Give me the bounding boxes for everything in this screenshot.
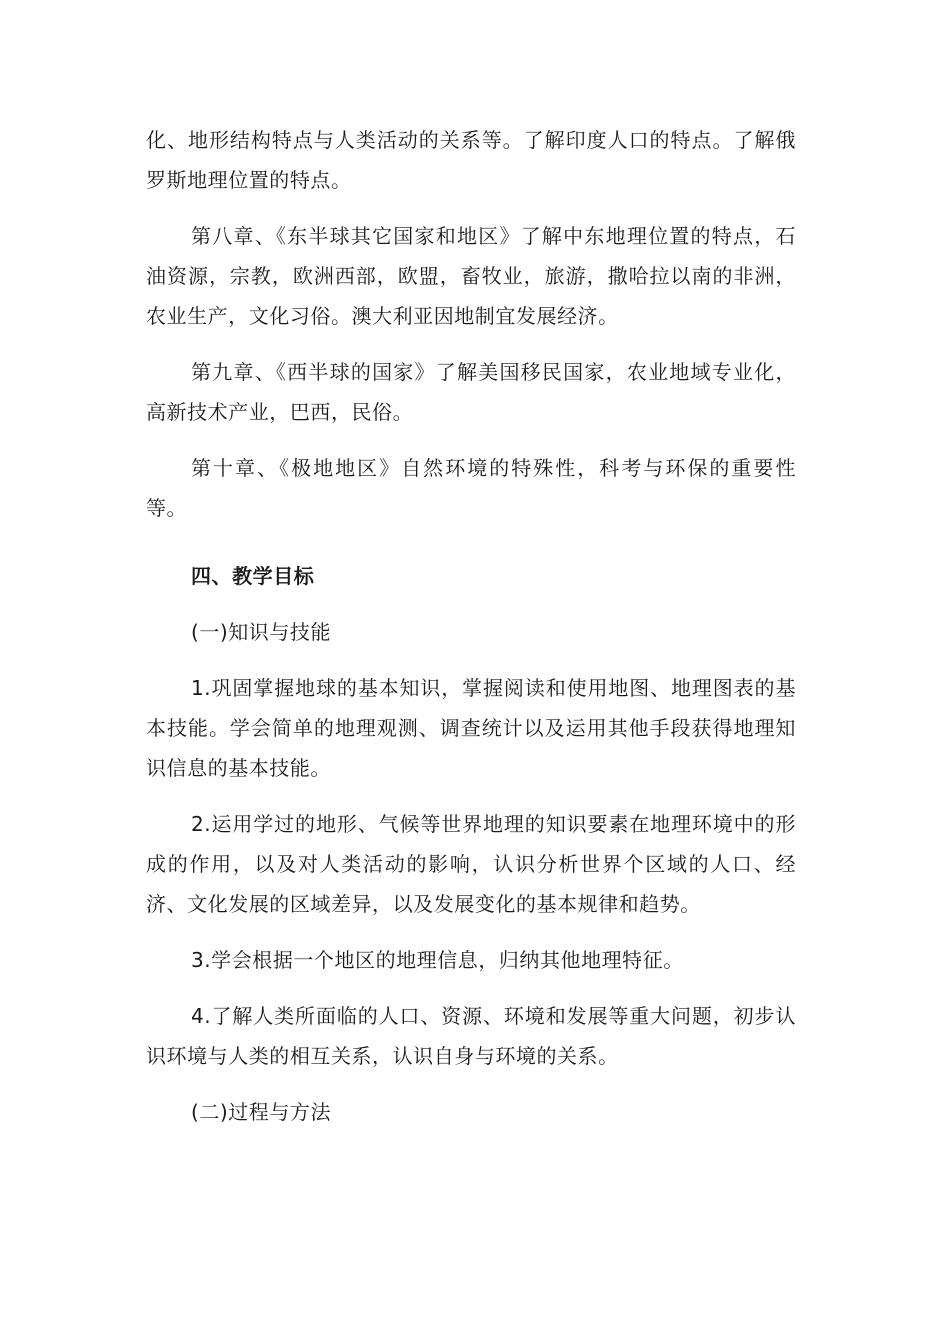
paragraph-chapter-8: 第八章、《东半球其它国家和地区》了解中东地理位置的特点，石油资源，宗教，欧洲西部，欧盟，畜牧业，旅游，撒哈拉以南的非洲，农业生产，文化习俗。澳大利亚因地制宜发展经济。 <box>146 224 796 328</box>
list-item: 3.学会根据一个地区的地理信息，归纳其他地理特征。 <box>191 948 684 972</box>
list-item: 2.运用学过的地形、气候等世界地理的知识要素在地理环境中的形成的作用，以及对人类活动的影响，认识分析世界个区域的人口、经济、文化发展的区域差异，以及发展变化的基本规律和趋势。 <box>146 812 796 916</box>
subsection-process-method: (二)过程与方法 <box>191 1100 332 1124</box>
paragraph-chapter-9: 第九章、《西半球的国家》了解美国移民国家，农业地域专业化，高新技术产业，巴西，民俗。 <box>146 360 796 424</box>
paragraph-continuation: 化、地形结构特点与人类活动的关系等。了解印度人口的特点。了解俄罗斯地理位置的特点。 <box>146 128 796 192</box>
paragraph-chapter-10: 第十章、《极地地区》自然环境的特殊性，科考与环保的重要性等。 <box>146 456 796 520</box>
document-page <box>146 120 796 1148</box>
list-item: 4.了解人类所面临的人口、资源、环境和发展等重大问题，初步认识环境与人类的相互关系，认识自身与环境的关系。 <box>146 1004 796 1068</box>
list-item: 1.巩固掌握地球的基本知识，掌握阅读和使用地图、地理图表的基本技能。学会简单的地理观测、调查统计以及运用其他手段获得地理知识信息的基本技能。 <box>146 676 796 780</box>
subsection-knowledge-skills: (一)知识与技能 <box>191 620 332 644</box>
section-heading: 四、教学目标 <box>191 564 315 588</box>
